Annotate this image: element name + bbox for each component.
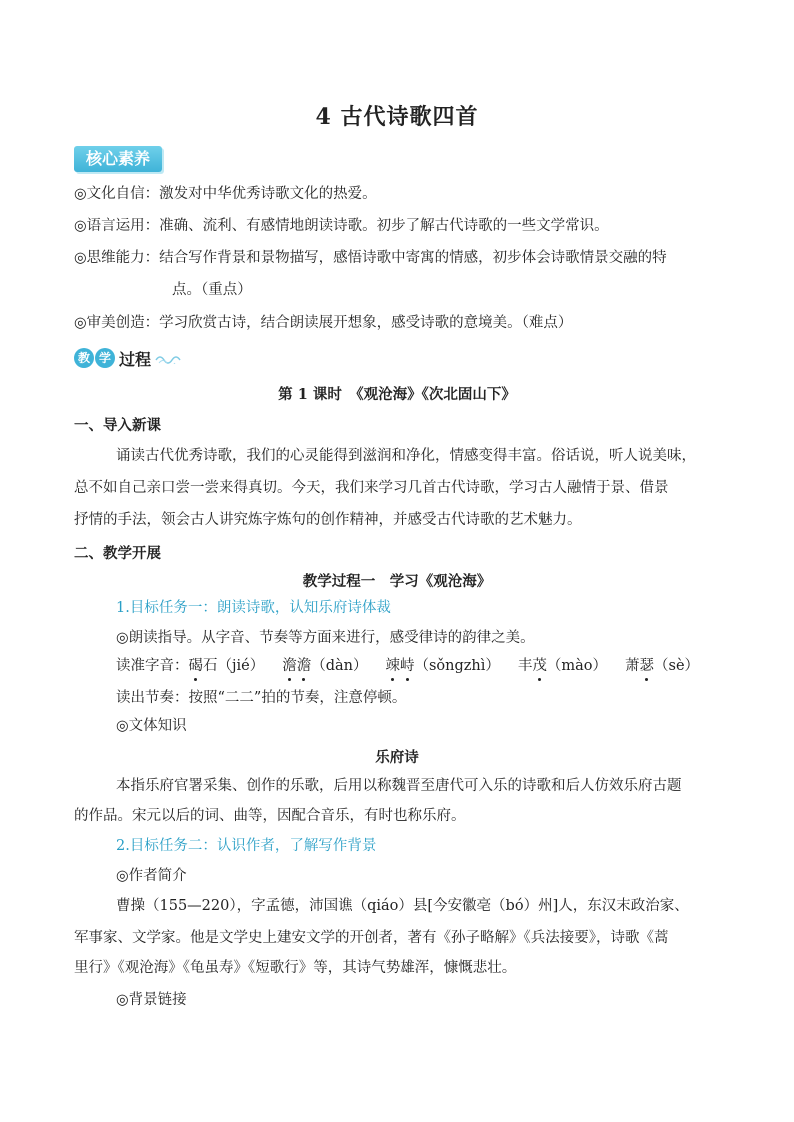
pron-word-3-char-2: 峙 [399, 658, 415, 674]
pron-word-5-char-2: 瑟 [639, 658, 655, 674]
pronunciation-line [116, 656, 776, 676]
badge-char-2: 学 [95, 348, 115, 368]
pron-word-3-char-1: 竦 [385, 658, 400, 674]
rhythm-line: 读出节奏：按照“二二”拍的节奏，注意停顿。 [116, 690, 407, 706]
pron-word-5-pinyin: （sè） [654, 658, 700, 674]
yuefu-title: 乐府诗 [375, 749, 419, 766]
intro-para-line-3: 抒情的手法，领会古人讲究炼字炼句的创作精神，并感受古代诗歌的艺术魅力。 [74, 512, 582, 528]
pron-word-4-pinyin: （mào） [546, 658, 608, 674]
section-heading-intro: 一、导入新课 [74, 417, 161, 434]
pron-word-4-char-2: 茂 [532, 658, 547, 674]
badge-text: 过程 [119, 349, 152, 369]
task-one-heading: 1.目标任务一：朗读诗歌，认知乐府诗体裁 [116, 600, 391, 616]
page-title: 4 古代诗歌四首 [315, 104, 479, 130]
pron-word-4-char-1: 丰 [517, 658, 533, 674]
section-heading-teaching: 二、教学开展 [74, 545, 161, 562]
core-literacy-badge: 核心素养 [74, 146, 162, 172]
pron-word-1-char-1: 碣 [188, 658, 203, 674]
pron-word-2-char-1: 澹 [282, 658, 297, 674]
background-link-label: ◎背景链接 [116, 992, 187, 1008]
pron-word-3-pinyin: （sǒngzhì） [414, 658, 500, 674]
core-item-thinking: ◎思维能力：结合写作背景和景物描写，感悟诗歌中寄寓的情感，初步体会诗歌情景交融的特 [74, 250, 667, 266]
pron-word-1-pinyin: （jié） [217, 658, 265, 674]
pron-word-5-char-1: 萧 [625, 658, 640, 674]
yuefu-para-line-2: 的作品。宋元以后的词、曲等，因配合音乐，有时也称乐府。 [74, 808, 466, 824]
reading-guide: ◎朗读指导。从字音、节奏等方面来进行，感受律诗的韵律之美。 [116, 630, 535, 646]
yuefu-para-line-1: 本指乐府官署采集、创作的乐歌，后用以称魏晋至唐代可入乐的诗歌和后人仿效乐府古题 [116, 778, 682, 794]
teaching-process-badge [74, 346, 183, 370]
pron-word-2-char-2: 澹 [296, 658, 312, 674]
core-item-culture: ◎文化自信：激发对中华优秀诗歌文化的热爱。 [74, 186, 377, 202]
pron-word-2-pinyin: （dàn） [311, 658, 368, 674]
intro-para-line-1: 诵读古代优秀诗歌，我们的心灵能得到滋润和净化，情感变得丰富。俗话说，听人说美味， [116, 448, 696, 464]
genre-knowledge-label: ◎文体知识 [116, 718, 187, 734]
author-para-line-1: 曹操（155—220），字孟德，沛国谯（qiáo）县[今安徽亳（bó）州]人，东汉末政治家、 [116, 898, 689, 914]
author-intro-label: ◎作者简介 [116, 868, 187, 884]
lesson-title: 第 1 课时 《观沧海》《次北固山下》 [278, 386, 516, 403]
author-para-line-2: 军事家、文学家。他是文学史上建安文学的开创者，著有《孙子略解》《兵法接要》，诗歌《蒿 [74, 930, 669, 946]
core-item-language: ◎语言运用：准确、流利、有感情地朗读诗歌。初步了解古代诗歌的一些文学常识。 [74, 218, 609, 234]
wave-decoration-icon [155, 352, 183, 364]
badge-char-1: 教 [74, 348, 94, 368]
core-item-aesthetic: ◎审美创造：学习欣赏古诗，结合朗读展开想象，感受诗歌的意境美。（难点） [74, 315, 573, 331]
task-two-heading: 2.目标任务二：认识作者，了解写作背景 [116, 838, 377, 854]
process-title: 教学过程一 学习《观沧海》 [302, 573, 492, 590]
author-para-line-3: 里行》《观沧海》《龟虽寿》《短歌行》等，其诗气势雄浑，慷慨悲壮。 [74, 960, 517, 976]
pronunciation-label: 读准字音： [116, 658, 189, 674]
intro-para-line-2: 总不如自己亲口尝一尝来得真切。今天，我们来学习几首古代诗歌，学习古人融情于景、借景 [74, 480, 669, 496]
core-item-thinking-cont: 点。（重点） [172, 282, 252, 298]
pron-word-1-char-2: 石 [203, 658, 218, 674]
